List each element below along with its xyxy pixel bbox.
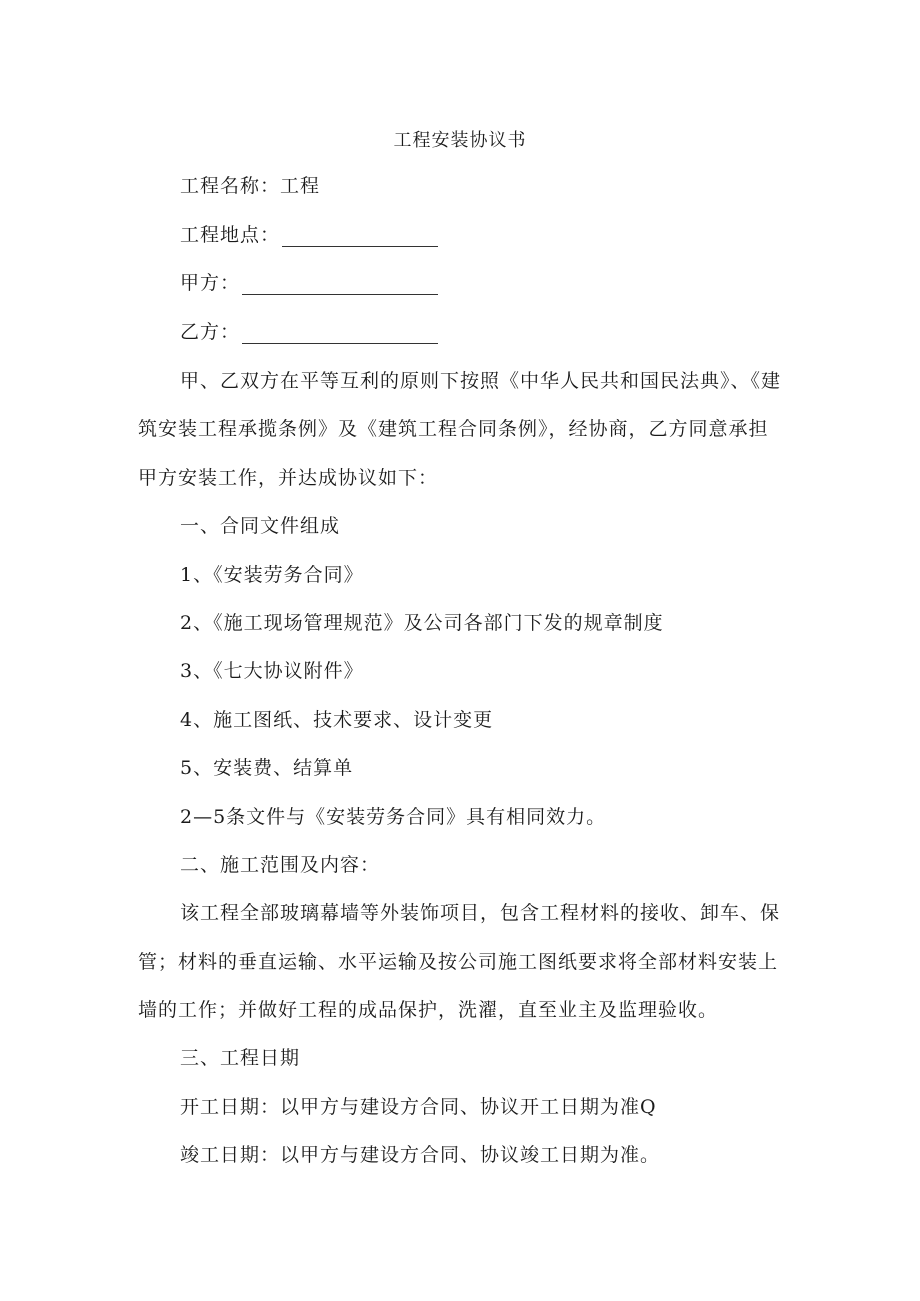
party-b-blank xyxy=(242,323,438,344)
section2-line-1: 该工程全部玻璃幕墙等外装饰项目，包含工程材料的接收、卸车、保 xyxy=(180,902,781,924)
party-a-label: 甲方： xyxy=(180,272,241,294)
section2-line-2: 管；材料的垂直运输、水平运输及按公司施工图纸要求将全部材料安装上 xyxy=(138,951,779,973)
section1-heading: 一、合同文件组成 xyxy=(180,515,341,537)
project-location-blank xyxy=(282,226,438,247)
section1-note: 2—5条文件与《安装劳务合同》具有相同效力。 xyxy=(180,806,607,828)
project-name-label: 工程名称： xyxy=(180,175,281,197)
party-b-label: 乙方： xyxy=(180,321,241,343)
project-name-value: 工程 xyxy=(280,175,321,197)
project-name-line xyxy=(180,171,320,198)
section2-heading: 二、施工范围及内容： xyxy=(180,854,381,876)
project-location-label: 工程地点： xyxy=(180,224,281,246)
section1-item-5: 5、安装费、结算单 xyxy=(180,757,354,779)
section1-item-2: 2、《施工现场管理规范》及公司各部门下发的规章制度 xyxy=(180,612,664,634)
party-a-line xyxy=(180,268,438,295)
end-date-line: 竣工日期：以甲方与建设方合同、协议竣工日期为准。 xyxy=(180,1144,661,1166)
party-a-blank xyxy=(242,274,438,295)
section2-line-3: 墙的工作；并做好工程的成品保护，洗濯，直至业主及监理验收。 xyxy=(138,999,719,1021)
intro-line-2: 筑安装工程承揽条例》及《建筑工程合同条例》，经协商，乙方同意承担 xyxy=(138,418,769,440)
party-b-line xyxy=(180,317,438,344)
section3-heading: 三、工程日期 xyxy=(180,1047,301,1069)
intro-line-1: 甲、乙双方在平等互利的原则下按照《中华人民共和国民法典》、《建 xyxy=(180,370,782,392)
document-title: 工程安装协议书 xyxy=(393,130,527,151)
intro-line-3: 甲方安装工作，并达成协议如下： xyxy=(138,467,439,489)
section1-item-1: 1、《安装劳务合同》 xyxy=(180,564,364,586)
start-date-line: 开工日期：以甲方与建设方合同、协议开工日期为准Q xyxy=(180,1096,657,1118)
section1-item-4: 4、施工图纸、技术要求、设计变更 xyxy=(180,709,494,731)
project-location-line xyxy=(180,220,438,247)
section1-item-3: 3、《七大协议附件》 xyxy=(180,660,364,682)
